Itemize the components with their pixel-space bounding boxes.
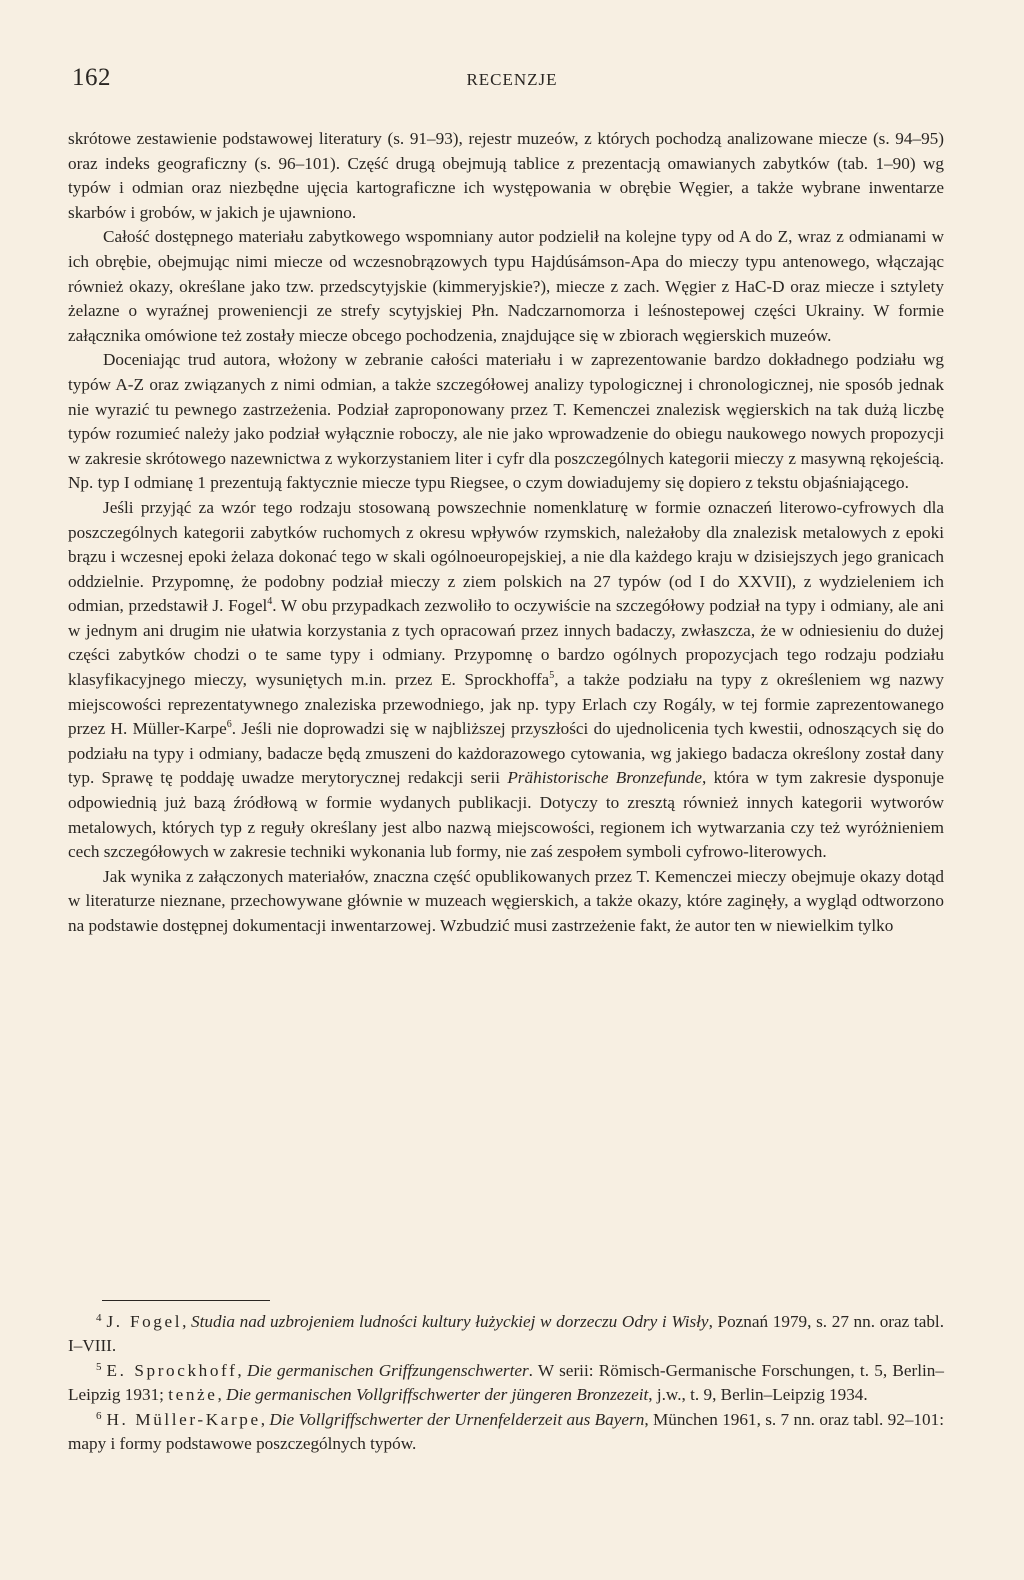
paragraph-text: . W obu przypadkach zezwoliło to oczywiście na szczegółowy podział na typy i odmiany, ale ani w jednym ani drugim nie ułatwia korzystania z tych opracowań przez innych badaczy, zwłaszcza, że w odniesieniu do dużej części zabytków chodzi o te same typy i odmiany. Przypomnę o bardzo ogólnych propozycjach tego rodzaju podziału klasyfikacyjnego mieczy, wysuniętych m.in. przez E. Sprockhoffa: [68, 596, 944, 690]
footnote-title: Die germanischen Vollgriffschwerter der jüngeren Bronzezeit: [226, 1384, 649, 1404]
footnote-mark: 4: [96, 1312, 102, 1324]
footnote-separator: [102, 1300, 270, 1301]
paragraph: Jak wynika z załączonych materiałów, znaczna część opublikowanych przez T. Kemenczei mieczy obejmuje okazy dotąd w literaturze nieznane, przechowywane głównie w muzeach węgierskich, a także okazy, które zaginęły, a wygląd odtworzono na podstawie dostępnej dokumentacji inwentarzowej. Wzbudzić musi zastrzeżenie fakt, że autor ten w niewielkim tylko: [68, 866, 944, 935]
footnote-mark: 5: [96, 1361, 102, 1374]
paragraph: [68, 496, 944, 865]
body-text: [68, 127, 944, 939]
footnote-author: H. Müller-Karpe: [106, 1410, 261, 1430]
footnote: $^5$ E. Sprockhoff, Die germanischen Griffzungenschwerter. W serii: Römisch-Germanische Forschungen, t. 5, Berlin–Leipzig 1931; tenże, Die germanischen Vollgriffschwerter der jüngeren Bronzezeit, j.w., t. 9, Berlin–Leipzig 1934.: [68, 1361, 944, 1404]
footnote-mark: 6: [96, 1410, 102, 1423]
footnote-title: Studia nad uzbrojeniem ludności kultury łużyckiej w dorzeczu Odry i Wisły: [191, 1312, 709, 1331]
footnote-text: , j.w., t. 9, Berlin–Leipzig 1934.: [648, 1384, 868, 1404]
footnote-title: Die germanischen Griffzungenschwerter: [246, 1361, 529, 1381]
paragraph-text: , a także podziału na typy z określeniem wg nazwy miejscowości reprezentatywnego znaleziska przewodniego, jak np. typy Erlach czy Rogály, w tej formie zaprezentowanego przez H. Müller-Karpe: [68, 670, 944, 739]
footnote-text: . W serii: Römisch-Germanische Forschungen, t. 5, Berlin–Leipzig 1931;: [68, 1361, 944, 1404]
footnote-author: J. Fogel: [106, 1312, 183, 1331]
series-title: Prähistorische Bronzefunde: [507, 768, 703, 788]
paragraph: skrótowe zestawienie podstawowej literatury (s. 91–93), rejestr muzeów, z których pochodzą analizowane miecze (s. 94–95) oraz indeks geograficzny (s. 96–101). Część drugą obejmują tablice z prezentacją omawianych zabytków (tab. 1–90) wg typów i odmian oraz niezbędne ujęcia kartograficzne ich występowania w obrębie Węgier, a także wybrane inwentarze skarbów i grobów, w jakich je ujawniono.: [68, 129, 944, 222]
paragraph-text: Jeśli przyjąć za wzór tego rodzaju stosowaną powszechnie nomenklaturę w formie oznaczeń literowo-cyfrowych dla poszczególnych kategorii zabytków ruchomych z okresu wpływów rzymskich, należałoby dla znalezisk metalowych z epoki brązu i wczesnej epoki żelaza dokonać tego w skali ogólnoeuropejskiej, a nie dla każdego kraju w dzisiejszych jego granicach oddzielnie. Przypomnę, że podobny podział mieczy z ziem polskich na 27 typów (od I do XXVII), z wydzieleniem ich odmian, przedstawił J. Fogel: [68, 497, 944, 616]
running-head: RECENZJE: [466, 70, 558, 89]
footnote-text: , München 1961, s. 7 nn. oraz tabl. 92–101: mapy i formy podstawowe poszczególnych typów.: [68, 1410, 944, 1453]
footnotes: [68, 1310, 944, 1458]
paragraph-text: . Jeśli nie doprowadzi się w najbliższej przyszłości do ujednolicenia tych kwestii, odnoszących się do podziału na typy i odmiany, badacze będą zmuszeni do każdorazowego cytowania, wg jakiego badacza określony został dany typ. Sprawę tę poddaję uwadze merytorycznej redakcji serii: [68, 719, 944, 788]
paragraph: Doceniając trud autora, włożony w zebranie całości materiału i w zaprezentowanie bardzo dokładnego podziału wg typów A-Z oraz związanych z nimi odmian, a także szczegółowej analizy typologicznej i chronologicznej, nie sposób jednak nie wyrazić tu pewnego zastrzeżenia. Podział zaproponowany przez T. Kemenczei znalezisk węgierskich na tak dużą liczbę typów rozumieć należy jako podział wyłącznie roboczy, ale nie jako wprowadzenie do obiegu naukowego nowych propozycji w zakresie skrótowego nazewnictwa z wykorzystaniem liter i cyfr dla poszczególnych kategorii mieczy z masywną rękojeścią. Np. typ I odmianę 1 prezentują faktycznie miecze typu Riegsee, o czym dowiadujemy się dopiero z tekstu objaśniającego.: [68, 350, 944, 493]
footnote-title: Die Vollgriffschwerter der Urnenfelderzeit aus Bayern: [269, 1410, 645, 1430]
footnote-author: E. Sprockhoff: [106, 1361, 238, 1381]
footnote-tenze: tenże: [168, 1384, 218, 1404]
footnote-text: , Poznań 1979, s. 27 nn. oraz tabl. I–VIII.: [68, 1312, 944, 1355]
footnote-ref: 6: [226, 719, 232, 731]
footnote: $^6$ H. Müller-Karpe, Die Vollgriffschwerter der Urnenfelderzeit aus Bayern, München 1961, s. 7 nn. oraz tabl. 92–101: mapy i formy podstawowe poszczególnych typów.: [68, 1410, 944, 1453]
footnote: $^4$ J. Fogel, Studia nad uzbrojeniem ludności kultury łużyckiej w dorzeczu Odry i Wisły, Poznań 1979, s. 27 nn. oraz tabl. I–VIII.: [68, 1312, 944, 1355]
paragraph: Całość dostępnego materiału zabytkowego wspomniany autor podzielił na kolejne typy od A do Z, wraz z odmianami w ich obrębie, obejmując nimi miecze od wczesnobrązowych typu Hajdúsámson-Apa do mieczy typu antenowego, włączając również okazy, określane jako tzw. przedscytyjskie (kimmeryjskie?), miecze z zach. Węgier z HaC-D oraz miecze i sztylety żelazne o wyraźnej proweniencji ze strefy scytyjskiej Płn. Nadczarnomorza i leśnostepowej części Ukrainy. W formie załącznika omówione też zostały miecze obcego pochodzenia, znajdujące się w zbiorach węgierskich muzeów.: [68, 227, 944, 345]
footnote-ref: 5: [549, 670, 555, 682]
page-number: 162: [72, 64, 111, 91]
footnote-ref: 4: [267, 596, 273, 608]
page-header: [72, 62, 952, 98]
paragraph-text: , która w tym zakresie dysponuje odpowiednią już bazą źródłową w formie wydanych publikacji. Dotyczy to zresztą również innych kategorii wytworów metalowych, których typ z reguły określany jest albo nazwą miejscowości, regionem ich wytwarzania czy też wyróżnieniem cech szczegółowych w zakresie techniki wykonania lub formy, nie zaś zespołem symboli cyfrowo-literowych.: [68, 768, 944, 862]
